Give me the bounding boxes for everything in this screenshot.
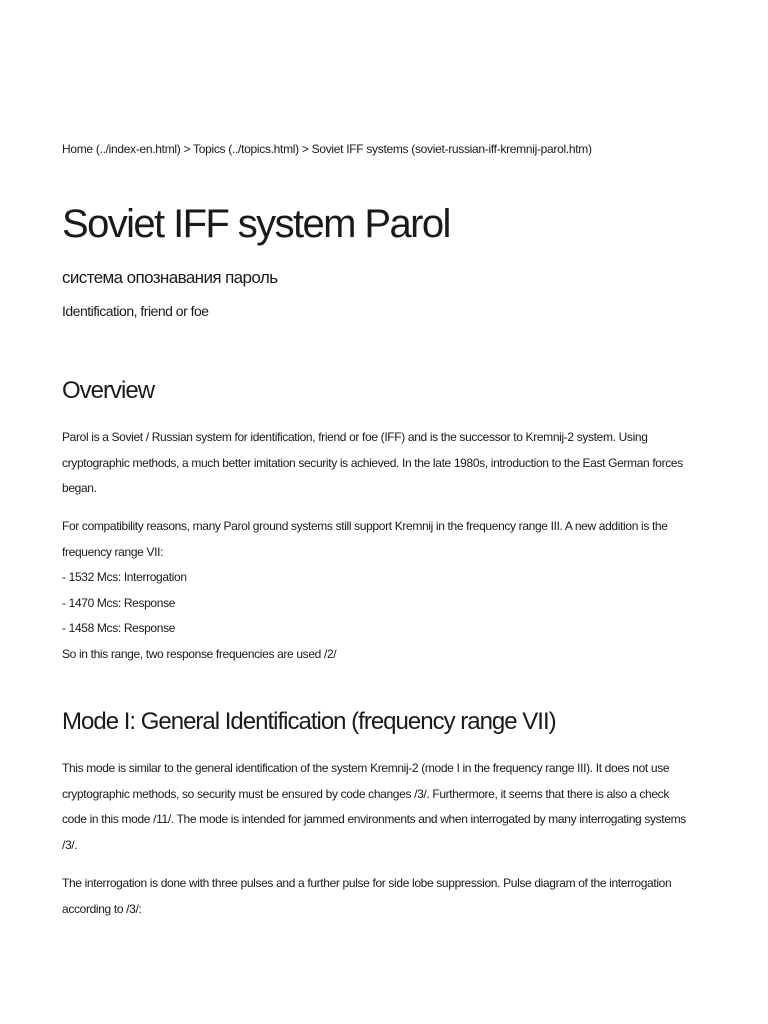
text-line: For compatibility reasons, many Parol ground systems still support Kremnij in the frequency range III. A new addition is the (62, 519, 668, 533)
section-heading-mode-1: Mode I: General Identification (frequency range VII) (62, 708, 556, 735)
text-line: /3/. (62, 837, 78, 852)
text-line: cryptographic methods, so security must be ensured by code changes /3/. Furthermore, it seems that there is also a check (62, 786, 669, 801)
breadcrumb-current-link[interactable]: Soviet IFF systems (soviet-russian-iff-kremnij-parol.htm) (311, 142, 592, 156)
list-item-frequency: - 1458 Mcs: Response (62, 621, 176, 635)
breadcrumb-topics-link[interactable]: Topics (../topics.html) (193, 142, 299, 156)
page-subtitle-russian: система опознавания пароль (62, 268, 278, 287)
text-line: code in this mode /11/. The mode is intended for jammed environments and when interrogated by many interrogating systems (62, 812, 686, 826)
breadcrumb-separator: > (298, 142, 312, 156)
section-heading-overview: Overview (62, 377, 155, 404)
text-line: frequency range VII: (62, 544, 164, 559)
text-line: The interrogation is done with three pulses and a further pulse for side lobe suppression. Pulse diagram of the interrogation (62, 876, 672, 890)
overview-paragraph-1 (62, 425, 683, 502)
mode1-paragraph-2 (62, 871, 672, 922)
text-line: cryptographic methods, a much better imitation security is achieved. In the late 1980s, introduction to the East German forces (62, 455, 683, 470)
mode1-paragraph-1 (62, 756, 686, 858)
text-line: This mode is similar to the general identification of the system Kremnij-2 (mode I in the frequency range III). It does not use (62, 761, 670, 775)
text-line: according to /3/: (62, 901, 142, 916)
page-title: Soviet IFF system Parol (62, 202, 450, 246)
list-item-frequency: - 1470 Mcs: Response (62, 595, 176, 610)
breadcrumb (62, 142, 662, 156)
breadcrumb-home-link[interactable]: Home (../index-en.html) (62, 142, 181, 156)
text-line: began. (62, 481, 97, 495)
text-line: So in this range, two response frequencies are used /2/ (62, 646, 337, 661)
breadcrumb-separator: > (180, 142, 194, 156)
overview-paragraph-2 (62, 514, 668, 667)
list-item-frequency: - 1532 Mcs: Interrogation (62, 570, 187, 584)
page-subtitle-english: Identification, friend or foe (62, 303, 209, 319)
text-line: Parol is a Soviet / Russian system for identification, friend or foe (IFF) and is the successor to Kremnij-2 system. Using (62, 430, 648, 444)
